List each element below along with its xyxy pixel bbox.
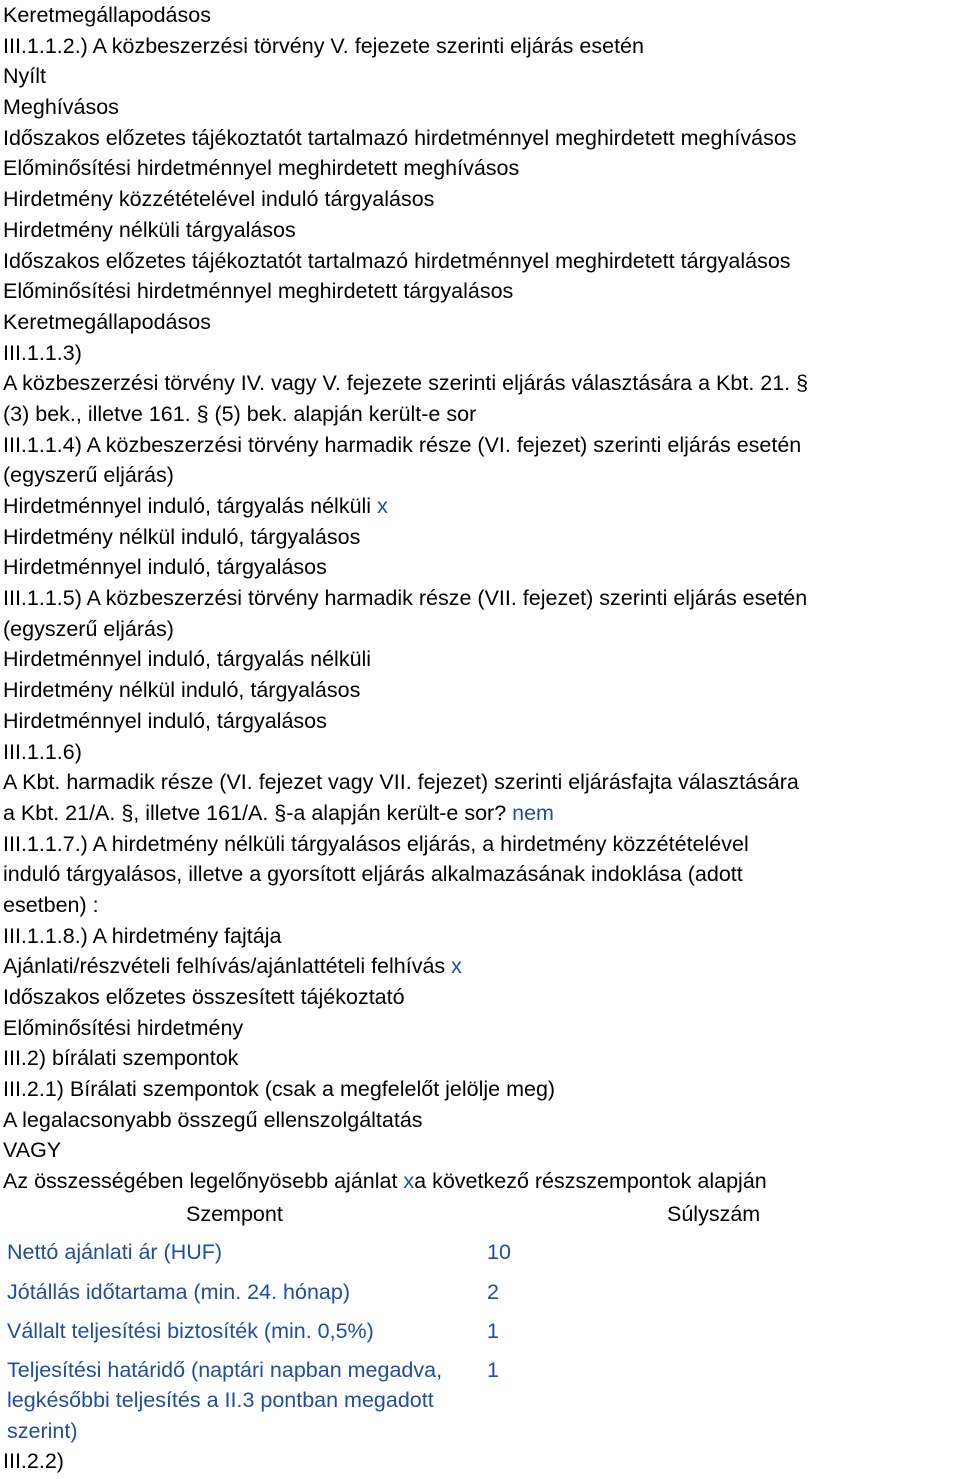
line-13: (3) bek., illetve 161. § (5) bek. alapján került-e sor	[3, 401, 477, 426]
section-iii-1-1-5: III.1.1.5) A közbeszerzési törvény harmadik része (VII. fejezet) szerinti eljárás esetén	[3, 586, 808, 611]
line-18: Hirdetménnyel induló, tárgyalásos	[3, 555, 327, 580]
section-iii-1-1-8: III.1.1.8.) A hirdetmény fajtája	[3, 923, 282, 948]
criteria-row	[3, 1316, 955, 1355]
answer-value: nem	[512, 800, 554, 825]
criteria-table	[3, 1237, 955, 1447]
line-4: Időszakos előzetes tájékoztatót tartalmazó hirdetménnyel meghirdetett meghívásos	[3, 125, 797, 150]
line-26	[3, 798, 955, 829]
criteria-header	[3, 1197, 955, 1235]
section-iii-1-1-6: III.1.1.6)	[3, 739, 82, 764]
section-iii-1-1-3: III.1.1.3)	[3, 340, 82, 365]
criteria-header-weight: Súlyszám	[667, 1201, 761, 1226]
line-36: A legalacsonyabb összegű ellenszolgáltatás	[3, 1107, 423, 1132]
criteria-header-name: Szempont	[186, 1201, 283, 1226]
line-37: VAGY	[3, 1138, 62, 1163]
line-7: Hirdetmény nélküli tárgyalásos	[3, 217, 296, 242]
section-iii-2-2: III.2.2)	[3, 1449, 64, 1473]
section-iii-2-1: III.2.1) Bírálati szempontok (csak a megfelelőt jelölje meg)	[3, 1077, 556, 1102]
line-0: Keretmegállapodásos	[3, 3, 211, 27]
line-23: Hirdetménnyel induló, tárgyalásos	[3, 708, 327, 733]
line-28: induló tárgyalásos, illetve a gyorsított eljárás alkalmazásának indoklása (adott	[3, 862, 743, 887]
line-29: esetben) :	[3, 892, 99, 917]
section-iii-1-1-2: III.1.1.2.) A közbeszerzési törvény V. fejezete szerinti eljárás esetén	[3, 33, 644, 58]
option-label-rest: a következő részszempontok alapján	[414, 1169, 767, 1194]
line-3: Meghívásos	[3, 95, 119, 120]
question-label: a Kbt. 21/A. §, illetve 161/A. §-a alapján került-e sor?	[3, 800, 513, 825]
option-label: Hirdetménnyel induló, tárgyalás nélküli	[3, 494, 378, 518]
section-iii-1-1-4: III.1.1.4) A közbeszerzési törvény harmadik része (VI. fejezet) szerinti eljárás esetén	[3, 432, 802, 457]
criteria-weight: 10	[487, 1239, 511, 1264]
criteria-row	[3, 1277, 955, 1316]
criteria-name: Vállalt teljesítési biztosíték (min. 0,5%)	[7, 1318, 374, 1343]
criteria-name: Jótállás időtartama (min. 24. hónap)	[7, 1279, 350, 1304]
criteria-weight: 1	[487, 1357, 499, 1382]
document-body	[3, 0, 955, 1447]
line-10: Keretmegállapodásos	[3, 309, 211, 334]
criteria-weight: 1	[487, 1318, 499, 1343]
line-9: Előminősítési hirdetménnyel meghirdetett tárgyalásos	[3, 279, 514, 304]
line-33: Előminősítési hirdetmény	[3, 1015, 244, 1040]
line-22: Hirdetmény nélkül induló, tárgyalásos	[3, 678, 361, 703]
line-12: A közbeszerzési törvény IV. vagy V. fejezete szerinti eljárás választására a Kbt. 21. §	[3, 371, 809, 396]
selected-mark: x	[403, 1169, 415, 1194]
line-25: A Kbt. harmadik része (VI. fejezet vagy VII. fejezet) szerinti eljárásfajta választására	[3, 770, 799, 795]
line-17: Hirdetmény nélkül induló, tárgyalásos	[3, 524, 361, 549]
section-iii-1-1-7: III.1.1.7.) A hirdetmény nélküli tárgyalásos eljárás, a hirdetmény közzétételével	[3, 831, 749, 856]
line-32: Időszakos előzetes összesített tájékoztató	[3, 985, 405, 1009]
line-38	[3, 1166, 955, 1197]
line-15: (egyszerű eljárás)	[3, 463, 174, 488]
option-label: Ajánlati/részvételi felhívás/ajánlattételi felhívás	[3, 954, 452, 979]
line-31	[3, 951, 955, 982]
selected-mark: x	[377, 494, 388, 518]
selected-mark: x	[451, 954, 462, 979]
criteria-row	[3, 1355, 955, 1447]
criteria-weight: 2	[487, 1279, 499, 1304]
line-6: Hirdetmény közzétételével induló tárgyalásos	[3, 187, 435, 212]
criteria-row	[3, 1237, 955, 1277]
option-label: Az összességében legelőnyösebb ajánlat	[3, 1169, 404, 1194]
line-2: Nyílt	[3, 64, 46, 89]
line-20: (egyszerű eljárás)	[3, 616, 174, 641]
line-8: Időszakos előzetes tájékoztatót tartalmazó hirdetménnyel meghirdetett tárgyalásos	[3, 248, 791, 273]
section-iii-2: III.2) bírálati szempontok	[3, 1046, 239, 1071]
criteria-name: Nettó ajánlati ár (HUF)	[7, 1239, 223, 1264]
line-21: Hirdetménnyel induló, tárgyalás nélküli	[3, 647, 372, 672]
line-16	[3, 491, 955, 522]
criteria-name: Teljesítési határidő (naptári napban megadva, legkésőbbi teljesítés a II.3 pontban megadott szerint)	[7, 1357, 443, 1443]
line-5: Előminősítési hirdetménnyel meghirdetett meghívásos	[3, 156, 520, 181]
